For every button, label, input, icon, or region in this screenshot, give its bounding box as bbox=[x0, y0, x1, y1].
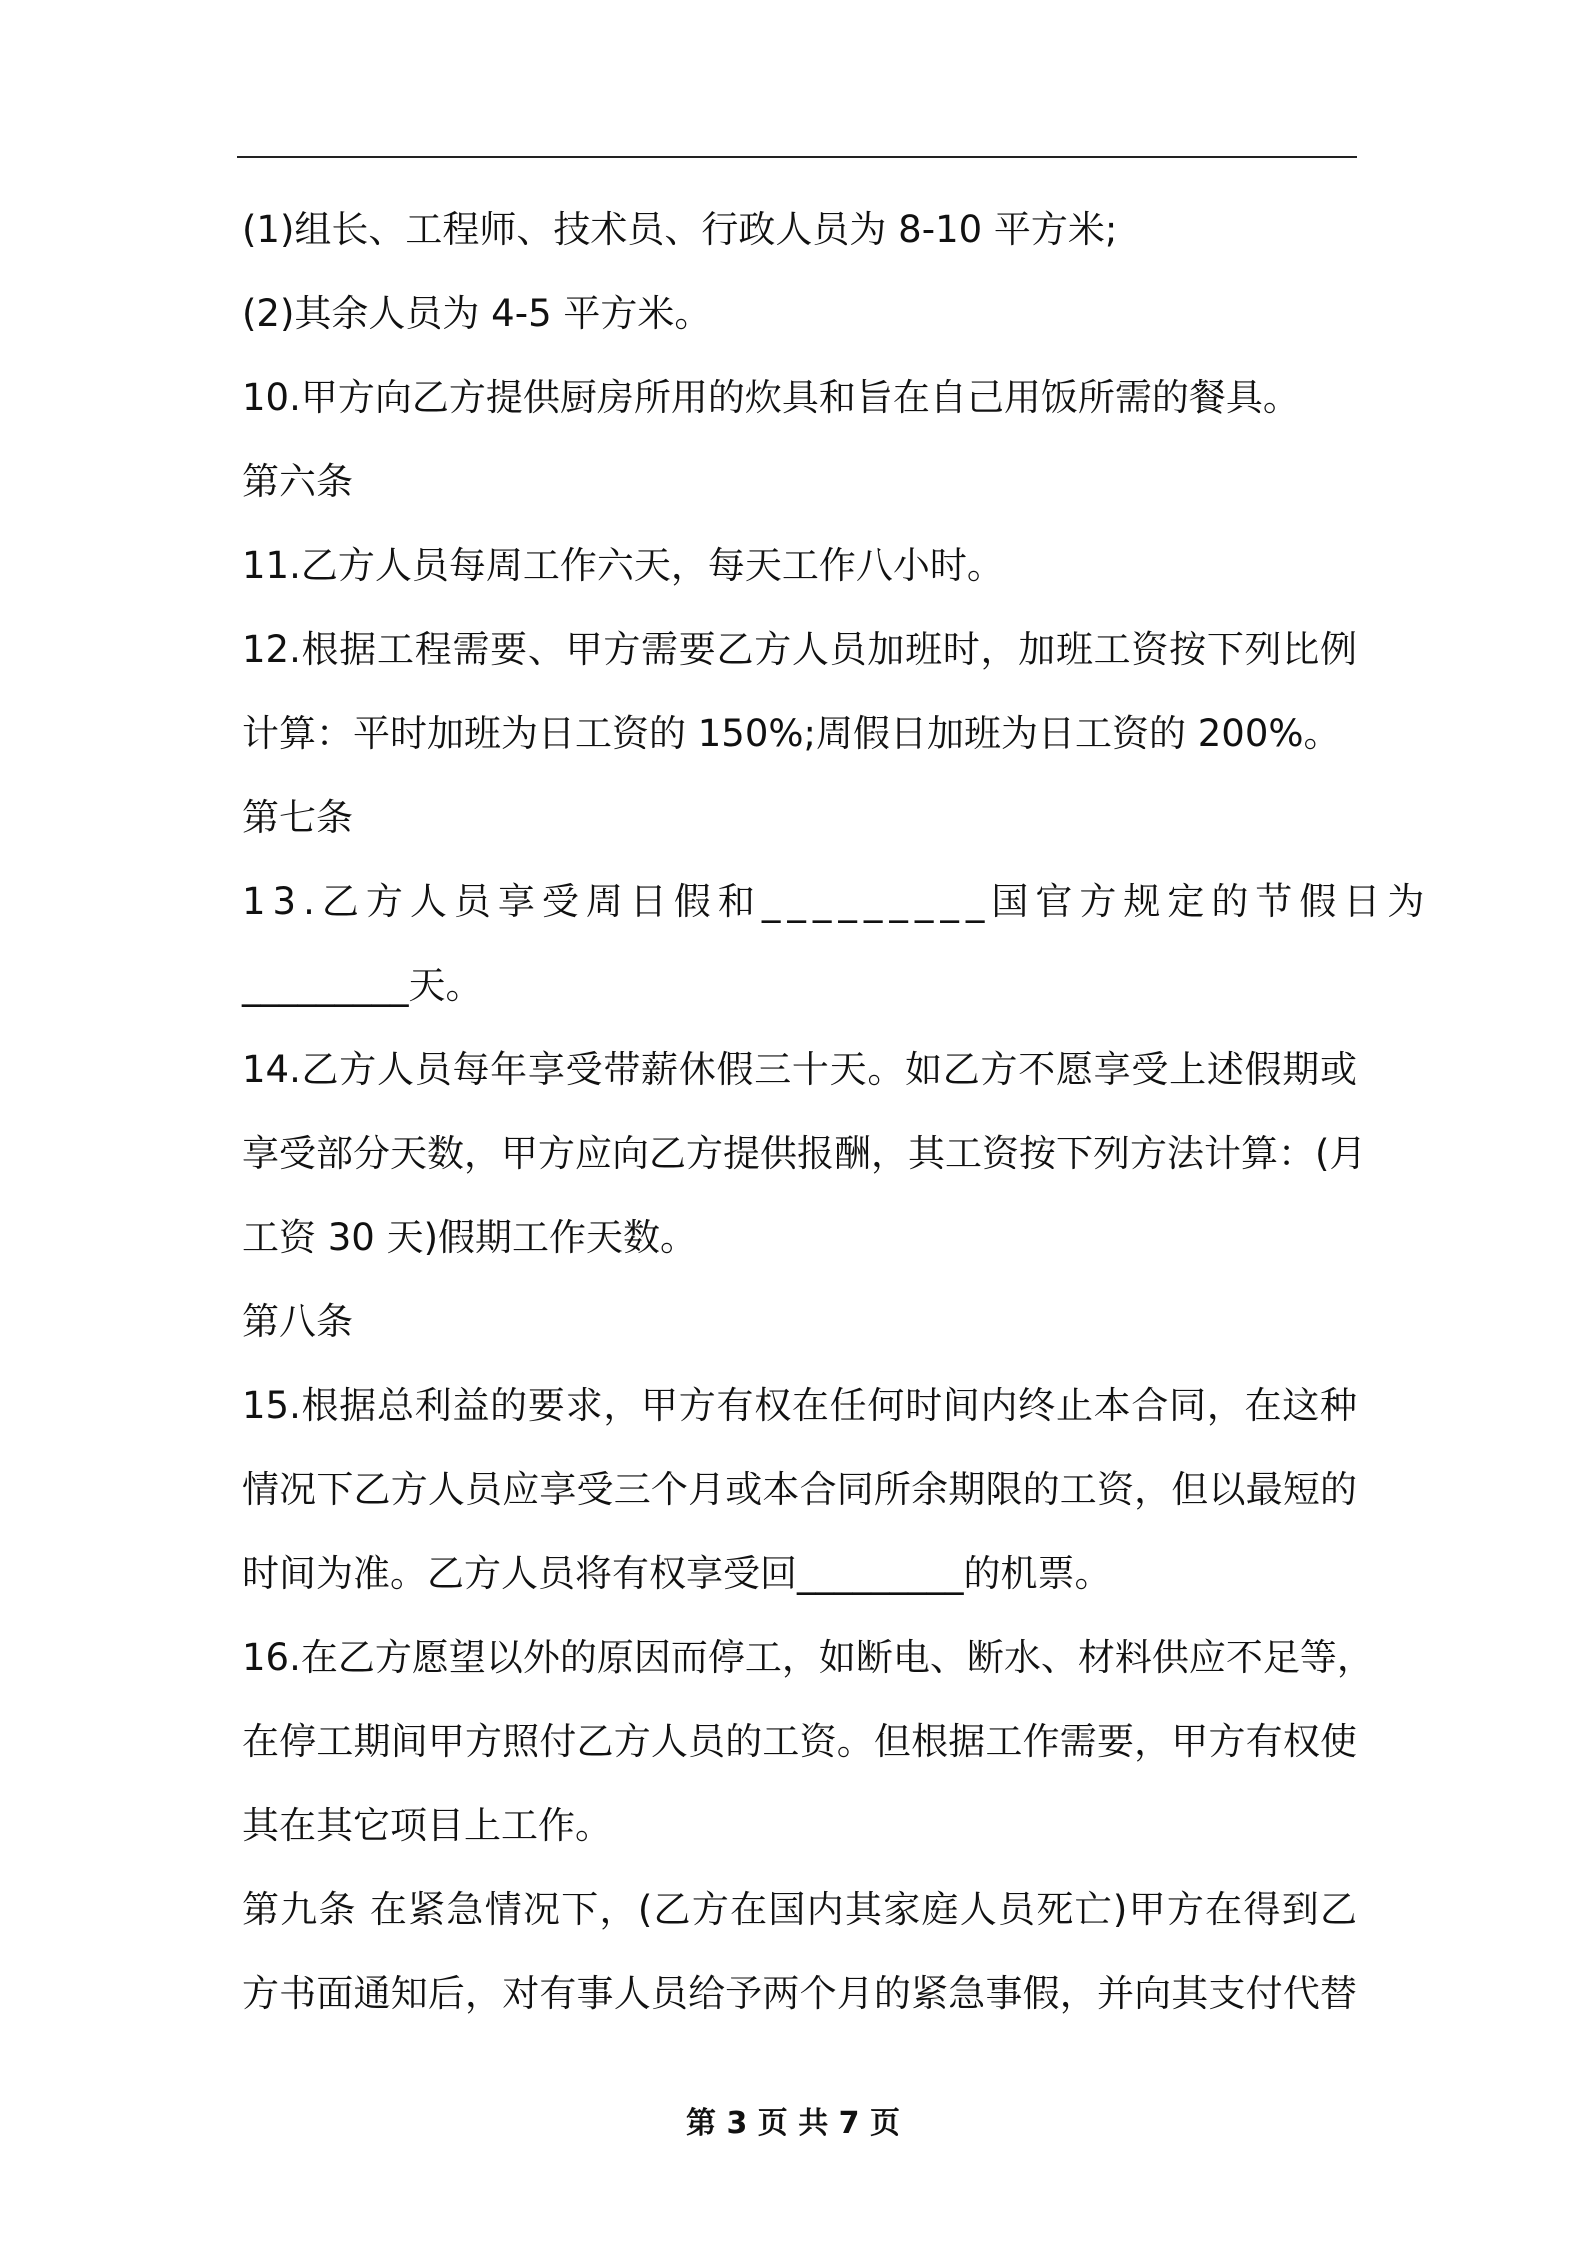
text-line: 时间为准。乙方人员将有权享受回_________的机票。 bbox=[242, 1552, 1112, 1595]
text-line: 情况下乙方人员应享受三个月或本合同所余期限的工资，但以最短的 bbox=[242, 1468, 1357, 1511]
document-body bbox=[242, 198, 1432, 2046]
section-heading: 第六条 bbox=[242, 460, 353, 503]
text-line: _________天。 bbox=[242, 964, 483, 1007]
text-line: (1)组长、工程师、技术员、行政人员为 8-10 平方米; bbox=[242, 208, 1118, 251]
text-line: 享受部分天数，甲方应向乙方提供报酬，其工资按下列方法计算：(月 bbox=[242, 1132, 1367, 1175]
text-line: 11.乙方人员每周工作六天，每天工作八小时。 bbox=[242, 544, 1004, 587]
section-heading: 第九条 在紧急情况下，(乙方在国内其家庭人员死亡)甲方在得到乙 bbox=[242, 1888, 1357, 1931]
text-line: 15.根据总利益的要求，甲方有权在任何时间内终止本合同，在这种 bbox=[242, 1384, 1357, 1427]
text-line: 16.在乙方愿望以外的原因而停工，如断电、断水、材料供应不足等， bbox=[242, 1636, 1374, 1679]
text-line: 10.甲方向乙方提供厨房所用的炊具和旨在自己用饭所需的餐具。 bbox=[242, 376, 1300, 419]
text-line: 工资 30 天)假期工作天数。 bbox=[242, 1216, 698, 1259]
text-line: 14.乙方人员每年享受带薪休假三十天。如乙方不愿享受上述假期或 bbox=[242, 1048, 1357, 1091]
text-line: 计算：平时加班为日工资的 150%;周假日加班为日工资的 200%。 bbox=[242, 712, 1341, 755]
section-heading: 第八条 bbox=[242, 1300, 353, 1343]
text-line: (2)其余人员为 4-5 平方米。 bbox=[242, 292, 712, 335]
text-line: 其在其它项目上工作。 bbox=[242, 1804, 612, 1847]
section-heading: 第七条 bbox=[242, 796, 353, 839]
header-rule bbox=[237, 156, 1357, 158]
page-number: 第 3 页 共 7 页 bbox=[686, 2106, 900, 2141]
text-line: 12.根据工程需要、甲方需要乙方人员加班时，加班工资按下列比例 bbox=[242, 628, 1357, 671]
text-line: 在停工期间甲方照付乙方人员的工资。但根据工作需要，甲方有权使 bbox=[242, 1720, 1357, 1763]
text-line: 方书面通知后，对有事人员给予两个月的紧急事假，并向其支付代替 bbox=[242, 1972, 1357, 2015]
text-line: 13.乙方人员享受周日假和_________国官方规定的节假日为 bbox=[242, 880, 1432, 923]
